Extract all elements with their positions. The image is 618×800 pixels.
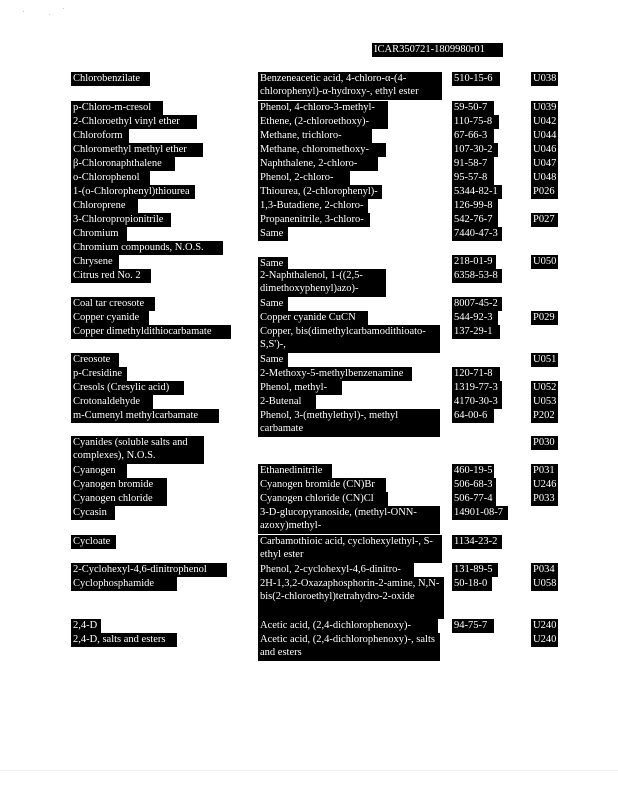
table-cell-name: Copper cyanide (71, 311, 149, 325)
table-cell-cas: 107-30-2 (452, 143, 498, 157)
table-cell-code: P202 (531, 409, 558, 423)
table-cell-cas: 506-77-4 (452, 492, 496, 506)
table-cell-synonym: Acetic acid, (2,4-dichlorophenoxy)- (258, 619, 438, 633)
table-cell-synonym: Carbamothioic acid, cyclohexylethyl-, S-ethyl ester (258, 535, 442, 563)
table-cell-synonym: Methane, chloromethoxy- (258, 143, 386, 157)
table-cell-cas: 14901-08-7 (452, 506, 508, 520)
table-cell-name: 2,4-D, salts and esters (71, 633, 177, 647)
table-cell-synonym: Propanenitrile, 3-chloro- (258, 213, 370, 227)
table-cell-name: 1-(o-Chlorophenyl)thiourea (71, 185, 195, 199)
table-cell-code: U051 (533, 354, 557, 365)
table-cell-cas: 460-19-5 (454, 465, 493, 476)
table-cell-code: P030 (531, 436, 558, 450)
table-cell-cas: 4170-30-3 (452, 395, 502, 409)
table-cell-synonym: Same (258, 297, 288, 311)
table-cell-cas: 59-50-7 (452, 101, 494, 115)
table-cell-code: P031 (531, 464, 558, 478)
table-cell-name: Cycasin (71, 506, 115, 520)
table-cell-name: Citrus red No. 2 (71, 269, 151, 283)
scan-speck (63, 8, 64, 9)
table-cell-synonym: 1,3-Butadiene, 2-chloro- (258, 199, 368, 213)
table-cell-synonym: 2-Methoxy-5-methylbenzenamine (258, 367, 412, 381)
table-cell-name: Cyanogen chloride (71, 492, 167, 506)
table-cell-cas: 542-76-7 (452, 213, 498, 227)
table-cell-code: P034 (531, 563, 558, 577)
table-cell-code: U240 (533, 634, 557, 645)
table-cell-name: Crotonaldehyde (71, 395, 153, 409)
table-cell-name: Cyanogen (71, 464, 127, 478)
table-cell-name: β-Chloronaphthalene (71, 157, 175, 171)
table-cell-synonym: Same (258, 257, 288, 269)
table-cell-synonym: Ethanedinitrile (258, 464, 332, 478)
table-cell-synonym: Acetic acid, (2,4-dichlorophenoxy)-, salts and esters (258, 633, 440, 661)
table-cell-cas: 510-15-6 (452, 72, 500, 86)
table-cell-code: P026 (531, 185, 558, 199)
page-bottom-edge (0, 770, 618, 771)
table-cell-code: U046 (533, 144, 557, 155)
table-cell-cas: 126-99-8 (452, 199, 498, 213)
table-cell-synonym: Cyanogen bromide (CN)Br (258, 478, 386, 492)
scan-speck (49, 14, 50, 15)
table-cell-code: U050 (533, 256, 557, 267)
table-cell-name: Chlorobenzilate (71, 72, 150, 86)
table-cell-cas: 67-66-3 (452, 129, 494, 143)
table-cell-code: U052 (533, 382, 557, 393)
table-cell-synonym: Benzeneacetic acid, 4-chloro-α-(4-chlorophenyl)-α-hydroxy-, ethyl ester (258, 72, 442, 100)
table-cell-name: Cyanogen bromide (71, 478, 167, 492)
table-cell-synonym: Phenol, 4-chloro-3-methyl- (258, 101, 388, 115)
table-cell-cas: 7440-47-3 (452, 227, 502, 241)
table-cell-code: P033 (531, 492, 558, 506)
table-cell-code: U044 (533, 130, 557, 141)
table-cell-cas: 131-89-5 (452, 563, 498, 577)
table-cell-synonym: 2-Butenal (258, 395, 316, 409)
table-cell-synonym: Thiourea, (2-chlorophenyl)- (258, 185, 382, 199)
table-cell-synonym: 2-Naphthalenol, 1-((2,5-dimethoxyphenyl)azo)- (258, 269, 386, 297)
table-cell-name: Creosote (71, 353, 119, 367)
table-cell-synonym: Ethene, (2-chloroethoxy)- (258, 115, 388, 129)
table-cell-code: P029 (531, 311, 558, 325)
table-cell-synonym: Phenol, 3-(methylethyl)-, methyl carbamate (258, 409, 440, 437)
table-cell-cas: 64-00-6 (452, 409, 494, 423)
table-cell-cas: 544-92-3 (452, 311, 498, 325)
table-cell-code: U048 (533, 172, 557, 183)
table-cell-name: o-Chlorophenol (71, 171, 150, 185)
table-cell-code: U246 (533, 479, 557, 490)
table-cell-cas: 8007-45-2 (452, 297, 502, 311)
table-cell-code: U047 (533, 158, 557, 169)
table-cell-name: 2-Cyclohexyl-4,6-dinitrophenol (71, 563, 227, 577)
table-cell-synonym: Copper, bis(dimethylcarbamodithioato-S,S')-, (258, 325, 440, 353)
table-cell-name: Chrysene (71, 255, 119, 269)
table-cell-code: P027 (531, 213, 558, 227)
table-cell-name: m-Cumenyl methylcarbamate (71, 409, 219, 423)
table-cell-cas: 50-18-0 (452, 577, 492, 591)
table-cell-cas: 94-75-7 (452, 619, 494, 633)
table-cell-synonym: Naphthalene, 2-chloro- (258, 157, 378, 171)
table-cell-cas: 95-57-8 (452, 171, 494, 185)
table-cell-synonym: Cyanogen chloride (CN)Cl (258, 492, 388, 506)
table-cell-code: U039 (533, 102, 557, 113)
table-cell-cas: 120-71-8 (452, 367, 500, 381)
table-cell-synonym: Same (258, 353, 288, 367)
table-cell-synonym: 2H-1,3,2-Oxazaphosphorin-2-amine, N,N-bis(2-chloroethyl)tetrahydro-2-oxide (258, 577, 444, 619)
table-cell-cas: 6358-53-8 (452, 269, 502, 283)
table-cell-name: Cresols (Cresylic acid) (71, 381, 184, 395)
table-cell-cas: 1319-77-3 (452, 381, 502, 395)
table-cell-cas: 110-75-8 (452, 115, 499, 129)
document-id-header: ICAR350721-1809980r01 (372, 43, 503, 57)
table-cell-code: U058 (533, 578, 557, 589)
table-cell-name: Chromium (71, 227, 127, 241)
table-cell-synonym: Copper cyanide CuCN (258, 311, 368, 325)
table-cell-synonym: Phenol, methyl- (258, 381, 342, 395)
table-cell-name: Cycloate (71, 535, 116, 549)
table-cell-cas: 506-68-3 (452, 478, 496, 492)
table-cell-name: Cyclophosphamide (71, 577, 177, 591)
table-cell-name: p-Cresidine (71, 367, 127, 381)
table-cell-cas: 218-01-9 (452, 255, 496, 269)
table-cell-cas: 91-58-7 (452, 157, 494, 171)
scan-speck (23, 11, 24, 12)
table-cell-synonym: Phenol, 2-cyclohexyl-4,6-dinitro- (258, 563, 414, 577)
table-cell-cas: 1134-23-2 (452, 535, 502, 549)
table-cell-name: Chromium compounds, N.O.S. (71, 241, 223, 255)
table-cell-name: 2,4-D (71, 619, 101, 633)
table-cell-name: Chloroprene (71, 199, 138, 213)
table-cell-name: Copper dimethyldithiocarbamate (71, 325, 231, 339)
table-cell-name: Cyanides (soluble salts and complexes), N.O.S. (71, 436, 204, 464)
table-cell-synonym: Phenol, 2-chloro- (258, 171, 350, 185)
table-cell-name: Coal tar creosote (71, 297, 155, 311)
table-cell-code: U042 (533, 116, 557, 127)
table-cell-name: 2-Chloroethyl vinyl ether (71, 115, 197, 129)
table-cell-synonym: Methane, trichloro- (258, 129, 372, 143)
table-cell-code: U053 (533, 396, 557, 407)
table-cell-cas: 5344-82-1 (452, 185, 502, 199)
table-cell-name: p-Chloro-m-cresol (71, 101, 163, 115)
table-cell-code: U038 (533, 73, 557, 84)
table-cell-synonym: 3-D-glucopyranoside, (methyl-ONN-azoxy)methyl- (258, 506, 440, 534)
table-cell-name: Chloromethyl methyl ether (71, 143, 203, 157)
table-cell-cas: 137-29-1 (452, 325, 500, 339)
table-cell-name: Chloroform (71, 129, 129, 143)
table-cell-synonym: Same (258, 227, 288, 241)
table-cell-name: 3-Chloropropionitrile (71, 213, 171, 227)
table-cell-code: U240 (533, 620, 557, 631)
